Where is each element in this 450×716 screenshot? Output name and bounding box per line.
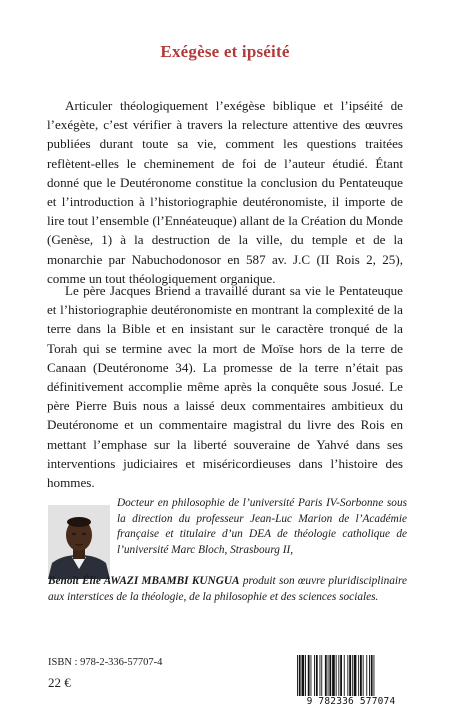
author-photo bbox=[48, 505, 110, 579]
isbn: ISBN : 978-2-336-57707-4 bbox=[48, 657, 163, 668]
book-title: Exégèse et ipséité bbox=[160, 42, 290, 61]
price: 22 € bbox=[48, 675, 71, 690]
summary-paragraph-1: Articuler théologiquement l’exégèse biblique et l’ipséité de l’exégète, c’est vérifier à travers la relecture attentive des œuvres publiées durant toute sa vie, comment les questions traitées reflètent-elles le cheminement de foi de l’auteur étudié. Étant donné que le Deutéronome constitue la conclusion du Pentateuque et l’introduction à l’historiographie deutéronomiste, il importe de lire tout l’ensemble (l’Ennéateuque) allant de la Création du Monde (Genèse, 1) à la destruction de la ville, du temple et de la monarchie par Nabuchodonosor en 587 av. J.C (II Rois 2, 25), comme un tout théologiquement organique. bbox=[47, 98, 403, 286]
summary-paragraph-2: Le père Jacques Briend a travaillé durant sa vie le Pentateuque et l’historiographie deutéronomiste en montrant la complexité de la terre dans la Bible et en insistant sur le caractère tronqué de la Torah qui se termine avec la mort de Moïse hors de la terre de Canaan (Deutéronome 34). La promesse de la terre n’était pas définitivement accomplie même après la conquête sous Josué. Le père Pierre Buis nous a laissé deux commentaires ambitieux du Deutéronome et un commentaire magistral du livre des Rois en mettant l’emphase sur la liberté souveraine de Yahvé dans ses interventions judiciaires et miséricordieuses dans l’histoire des hommes. bbox=[47, 283, 403, 491]
author-bio-intro: Docteur en philosophie de l’université Paris IV-Sorbonne sous la direction du professeur Jean-Luc Marion de l’Académie française et titulaire d’un DEA de théologie catholique de l’université Marc Bloch, Strasbourg II, bbox=[117, 497, 407, 556]
author-bio-continuation bbox=[48, 574, 407, 605]
author-bio-rest: produit son œuvre pluridisciplinaire aux interstices de la théologie, de la philosophie et des sciences sociales. bbox=[48, 575, 408, 603]
author-name: Benoît Élie AWAZI MBAMBI KUNGUA bbox=[48, 575, 240, 587]
barcode-digits: 9 782336 577074 bbox=[290, 696, 412, 707]
